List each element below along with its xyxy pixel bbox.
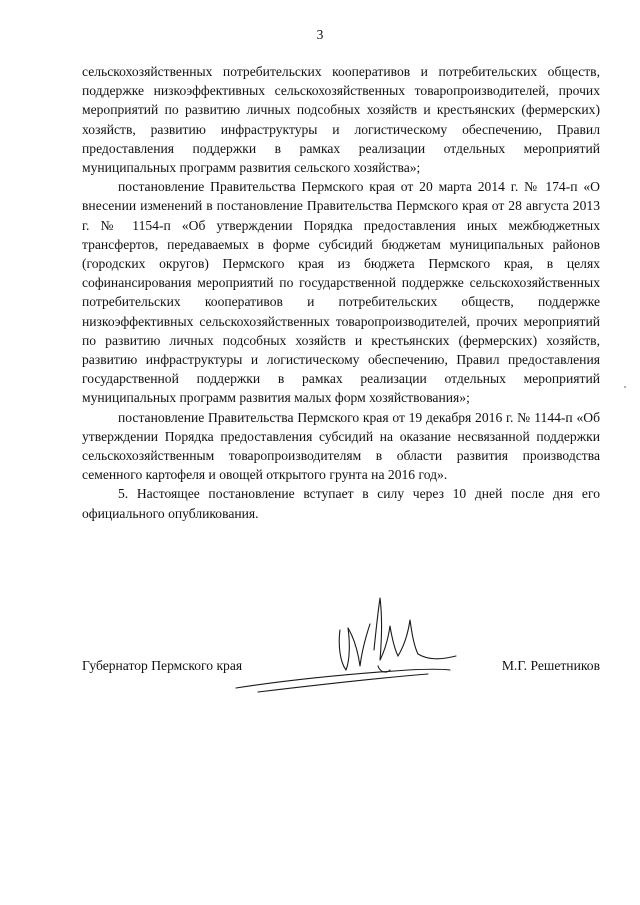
paragraph-resolution-1144-p: постановление Правительства Пермского края от 19 декабря 2016 г. № 1144-п «Об утверждении Порядка предоставления субсидий на оказание несвязанной поддержки сельскохозяйственным товаропроизводителям в области развития производства семенного картофеля и овощей открытого грунта на 2016 год».	[82, 409, 600, 483]
signer-title: Губернатор Пермского края	[82, 658, 243, 673]
signature-letter-stroke	[374, 598, 382, 660]
signature-letter-stroke	[398, 620, 418, 656]
paragraph-continuation: сельскохозяйственных потребительских кооперативов и потребительских обществ, поддержке низкоэффективных сельскохозяйственных товаропроизводителей, прочих мероприятий по развитию личных подсобных хозяйств и крестьянских (фермерских) хозяйств, развитию инфраструктуры и логистическому обеспечению, Правил предоставления поддержки в рамках реализации отдельных мероприятий муниципальных программ развития сельского хозяйства»;	[82, 64, 600, 176]
signature-letter-stroke	[380, 626, 398, 660]
signer-name: М.Г. Решетников	[501, 658, 600, 673]
document-body	[82, 62, 600, 523]
handwritten-signature	[228, 590, 478, 702]
signature-flourish-stroke	[258, 674, 428, 692]
page-number: 3	[316, 27, 324, 42]
signature-block	[82, 656, 600, 676]
paragraph-resolution-174-p: постановление Правительства Пермского края от 20 марта 2014 г. № 174-п «О внесении изменений в постановление Правительства Пермского края от 28 августа 2013 г. № 1154-п «Об утверждении Порядка предоставления иных межбюджетных трансфертов, передаваемых в форме субсидий бюджетам муниципальных районов (городских округов) Пермского края из бюджета Пермского края, в целях софинансирования мероприятий по государственной поддержке сельскохозяйственных потребительских кооперативов и потребительских обществ, поддержке низкоэффективных сельскохозяйственных товаропроизводителей, прочих мероприятий по развитию личных подсобных хозяйств и крестьянских (фермерских) хозяйств, развитию инфраструктуры и логистическому обеспечению, Правил предоставления государственной поддержки в рамках реализации отдельных мероприятий муниципальных программ развития малых форм хозяйствования»;	[82, 179, 600, 406]
scan-speck	[624, 386, 626, 388]
paragraph-effective-date: 5. Настоящее постановление вступает в силу через 10 дней после дня его официального опубликования.	[82, 486, 600, 521]
